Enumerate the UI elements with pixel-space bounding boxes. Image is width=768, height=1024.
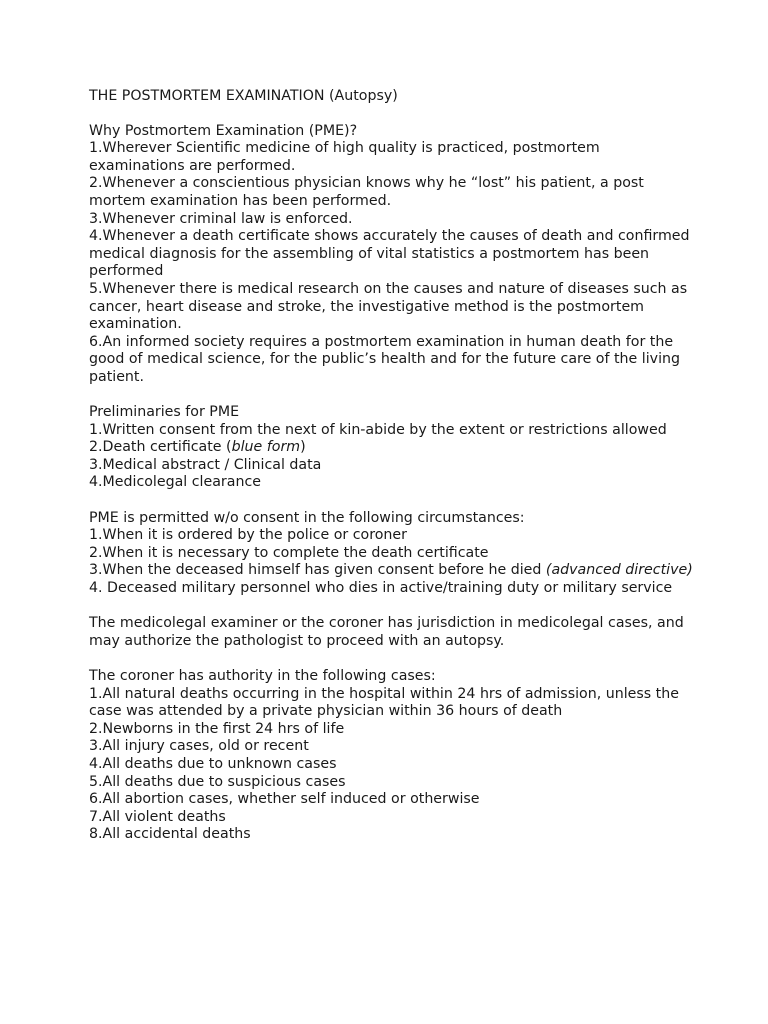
list-item: 2.Newborns in the first 24 hrs of life <box>89 720 345 737</box>
paragraph: The medicolegal examiner or the coroner has jurisdiction in medicolegal cases, and may authorize the pathologist to proceed with an autopsy. <box>89 615 684 649</box>
section-preliminaries <box>89 404 699 492</box>
document-title: THE POSTMORTEM EXAMINATION (Autopsy) <box>89 88 398 104</box>
list-item: 4. Deceased military personnel who dies in active/training duty or military service <box>89 580 673 597</box>
list-item-italic-text: blue form <box>231 439 301 456</box>
section-why-pme <box>89 123 699 387</box>
list-item: 4.Medicolegal clearance <box>89 474 261 491</box>
section-heading: Why Postmortem Examination (PME)? <box>89 122 358 139</box>
list-item <box>89 562 699 580</box>
list-item-text: 3.When the deceased himself has given consent before he died <box>89 562 546 579</box>
section-heading: PME is permitted w/o consent in the following circumstances: <box>89 509 525 526</box>
list-item-italic-text: (advanced directive) <box>545 562 693 579</box>
list-item: 2.When it is necessary to complete the death certificate <box>89 544 489 561</box>
list-item: 8.All accidental deaths <box>89 826 251 843</box>
list-item: 7.All violent deaths <box>89 808 226 825</box>
section-heading: The coroner has authority in the following cases: <box>89 668 436 684</box>
list-item: 3.Medical abstract / Clinical data <box>89 456 322 473</box>
section-medicolegal-paragraph <box>89 615 699 650</box>
list-item-text: ) <box>300 439 306 456</box>
section-without-consent <box>89 510 699 598</box>
list-item: 1.When it is ordered by the police or coroner <box>89 527 407 544</box>
list-item: 1.Wherever Scientific medicine of high quality is practiced, postmortem examinations are performed. <box>89 140 600 174</box>
list-item: 6.An informed society requires a postmortem examination in human death for the good of medical science, for the public’s health and for the future care of the living patient. <box>89 333 681 385</box>
list-item: 1.Written consent from the next of kin-abide by the extent or restrictions allowed <box>89 421 667 438</box>
section-heading: Preliminaries for PME <box>89 404 240 421</box>
list-item: 6.All abortion cases, whether self induced or otherwise <box>89 791 480 808</box>
list-item: 4.All deaths due to unknown cases <box>89 755 337 772</box>
section-coroner-authority <box>89 668 699 844</box>
document-body <box>89 88 699 862</box>
list-item: 4.Whenever a death certificate shows accurately the causes of death and confirmed medical diagnosis for the assembling of vital statistics a postmortem has been performed <box>89 228 690 280</box>
list-item: 5.Whenever there is medical research on the causes and nature of diseases such as cancer, heart disease and stroke, the investigative method is the postmortem examination. <box>89 280 688 333</box>
list-item-text: 2.Death certificate ( <box>89 439 232 456</box>
list-item: 2.Whenever a conscientious physician knows why he “lost” his patient, a post mortem examination has been performed. <box>89 175 644 209</box>
list-item: 5.All deaths due to suspicious cases <box>89 773 346 790</box>
list-item: 3.Whenever criminal law is enforced. <box>89 210 353 227</box>
list-item <box>89 439 699 457</box>
list-item: 3.All injury cases, old or recent <box>89 738 309 755</box>
list-item: 1.All natural deaths occurring in the hospital within 24 hrs of admission, unless the case was attended by a private physician within 36 hours of death <box>89 685 679 720</box>
